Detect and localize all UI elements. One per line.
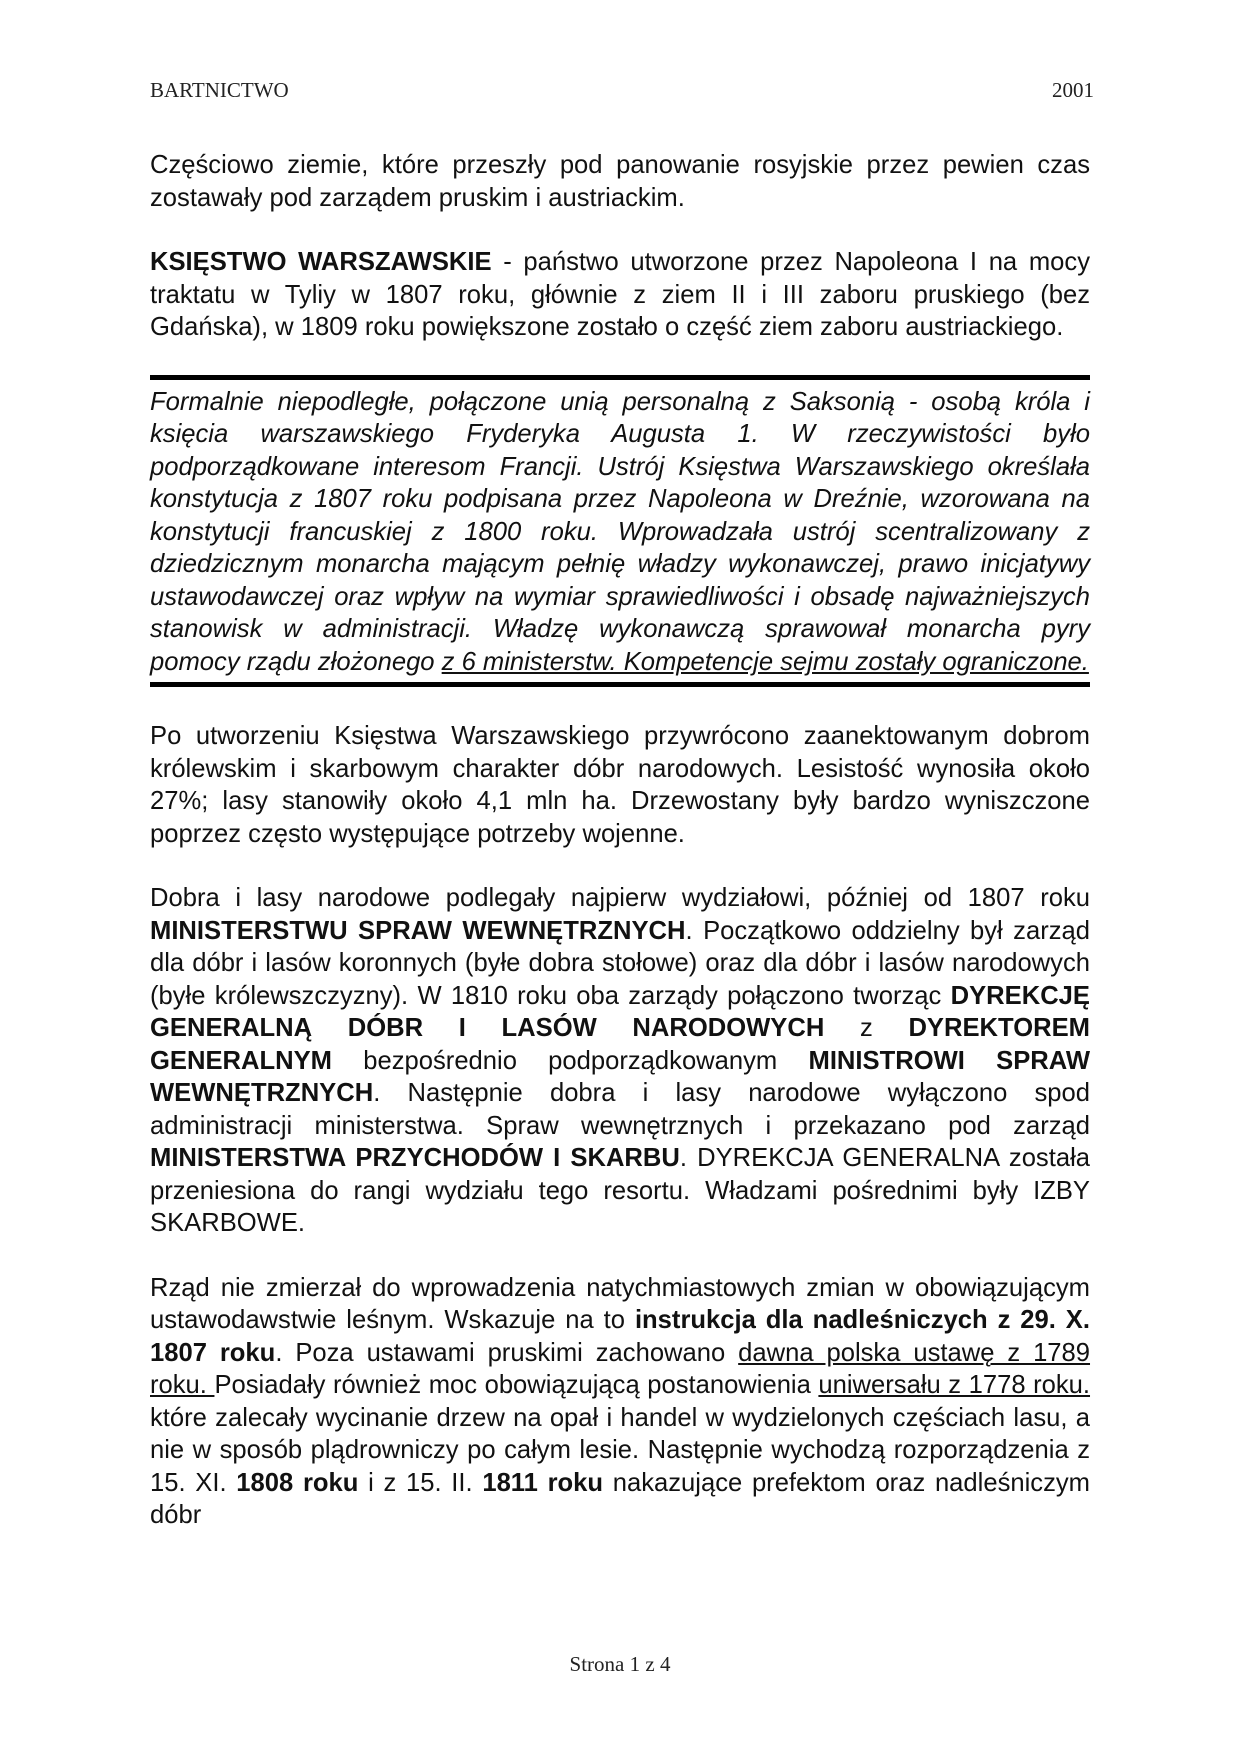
paragraph-text: Dobra i lasy narodowe podlegały najpierw wydziałowi, później od 1807 roku [150,884,1090,912]
term-dyrektor-generalny: DYREKTOREM GENERALNYM [150,1014,1090,1075]
paragraph-forests: Po utworzeniu Księstwa Warszawskiego przywrócono zaanektowanym dobrom królewskim i skarbowym charakter dóbr narodowych. Lesistość wynosiła około 27%; lasy stanowiły około 4,1 mln ha. Drzewostany były bardzo wyniszczone poprzez często występujące potrzeby wojenne. [150,722,1090,848]
term-ministerstwo-spraw: MINISTERSTWU SPRAW WEWNĘTRZNYCH [150,916,686,945]
boxed-note-underlined: z 6 ministerstw. Kompetencje sejmu zostały ograniczone. [441,647,1089,676]
paragraph-text: z [824,1014,909,1042]
page-footer: Strona 1 z 4 [569,1652,671,1676]
term-1808: 1808 roku [236,1468,359,1497]
header-year: 2001 [1052,78,1094,102]
paragraph-text: Posiadały również moc obowiązującą postanowienia [214,1371,819,1399]
paragraph-text: . DYREKCJA GENERALNA została przeniesiona do rangi wydziału tego resortu. Władzami pośrednimi były IZBY SKARBOWE. [150,1144,1090,1237]
boxed-note-body: Formalnie niepodległe, połączone unią personalną z Saksonią - osobą króla i księcia warszawskiego Fryderyka Augusta 1. W rzeczywistości było podporządkowane interesom Francji. Ustrój Księstwa Warszawskiego określała konstytucja z 1807 roku podpisana przez Napoleona w Dreźnie, wzorowana na konstytucji francuskiej z 1800 roku. Wprowadzała ustrój scentralizowany z dziedzicznym monarcha mającym pełnię władzy wykonawczej, prawo inicjatywy ustawodawczej oraz wpływ na wymiar sprawiedliwości i obsadę najważniejszych stanowisk w administracji. Władzę wykonawczą sprawował monarcha pyry pomocy rządu złożonego [150,387,1090,676]
page-header [150,78,1094,108]
paragraph-text: Rząd nie zmierzał do wprowadzenia natychmiastowych zmian w obowiązującym ustawodawstwie leśnym. Wskazuje na to [150,1273,1090,1334]
paragraph-text: bezpośrednio podporządkowanym [332,1046,809,1075]
paragraph-text: nakazujące prefektom oraz nadleśniczym dóbr [150,1468,1090,1529]
term-instrukcja: instrukcja dla nadleśniczych z 29. X. 1807 roku [150,1306,1090,1367]
paragraph-text: - państwo utworzone przez Napoleona I na mocy traktatu w Tyliy w 1807 roku, głównie z ziem II i III zaboru pruskiego (bez Gdańska), w 1809 roku powiększone zostało o część ziem zaboru austriackiego. [150,248,1090,341]
underlined-ustawa-1789: dawna polska ustawę z 1789 roku. [150,1338,1091,1399]
paragraph-text: . Poza ustawami pruskimi zachowano [275,1338,739,1367]
term-minister-spraw: MINISTROWI SPRAW WEWNĘTRZNYCH [150,1046,1090,1107]
term-ksiestwo-warszawskie: KSIĘSTWO WARSZAWSKIE [150,248,492,276]
paragraph-intro: Częściowo ziemie, które przeszły pod panowanie rosyjskie przez pewien czas zostawały pod zarządem pruskim i austriackim. [150,151,1090,212]
paragraph-administration [150,882,1090,1240]
paragraph-ksiestwo [150,246,1090,344]
header-title: BARTNICTWO [150,78,289,102]
document-body [150,149,1090,1532]
boxed-note-text [150,386,1090,679]
underlined-uniwersal-1778: uniwersału z 1778 roku. [818,1371,1091,1399]
paragraph-text: . Początkowo oddzielny był zarząd dla dóbr i lasów koronnych (byłe dobra stołowe) oraz dla dóbr i lasów narodowych (byłe królewszczyzny). W 1810 roku oba zarządy połączono tworząc [150,916,1090,1010]
term-dyrekcja-generalna: DYREKCJĘ GENERALNĄ DÓBR I LASÓW NARODOWYCH [150,981,1090,1042]
term-1811: 1811 roku [482,1468,604,1497]
boxed-note [150,375,1090,688]
paragraph-text: . Następnie dobra i lasy narodowe wyłączono spod administracji ministerstwa. Spraw wewnętrznych i przekazano pod zarząd [150,1079,1090,1140]
paragraph-legislation [150,1272,1090,1532]
paragraph-text: i z 15. II. [358,1468,483,1497]
paragraph-text: które zalecały wycinanie drzew na opał i handel w wydzielonych częściach lasu, a nie w sposób plądrowniczy po całym lesie. Następnie wychodzą rozporządzenia z 15. XI. [150,1403,1090,1497]
term-ministerstwo-przychodow: MINISTERSTWA PRZYCHODÓW I SKARBU [150,1144,680,1172]
